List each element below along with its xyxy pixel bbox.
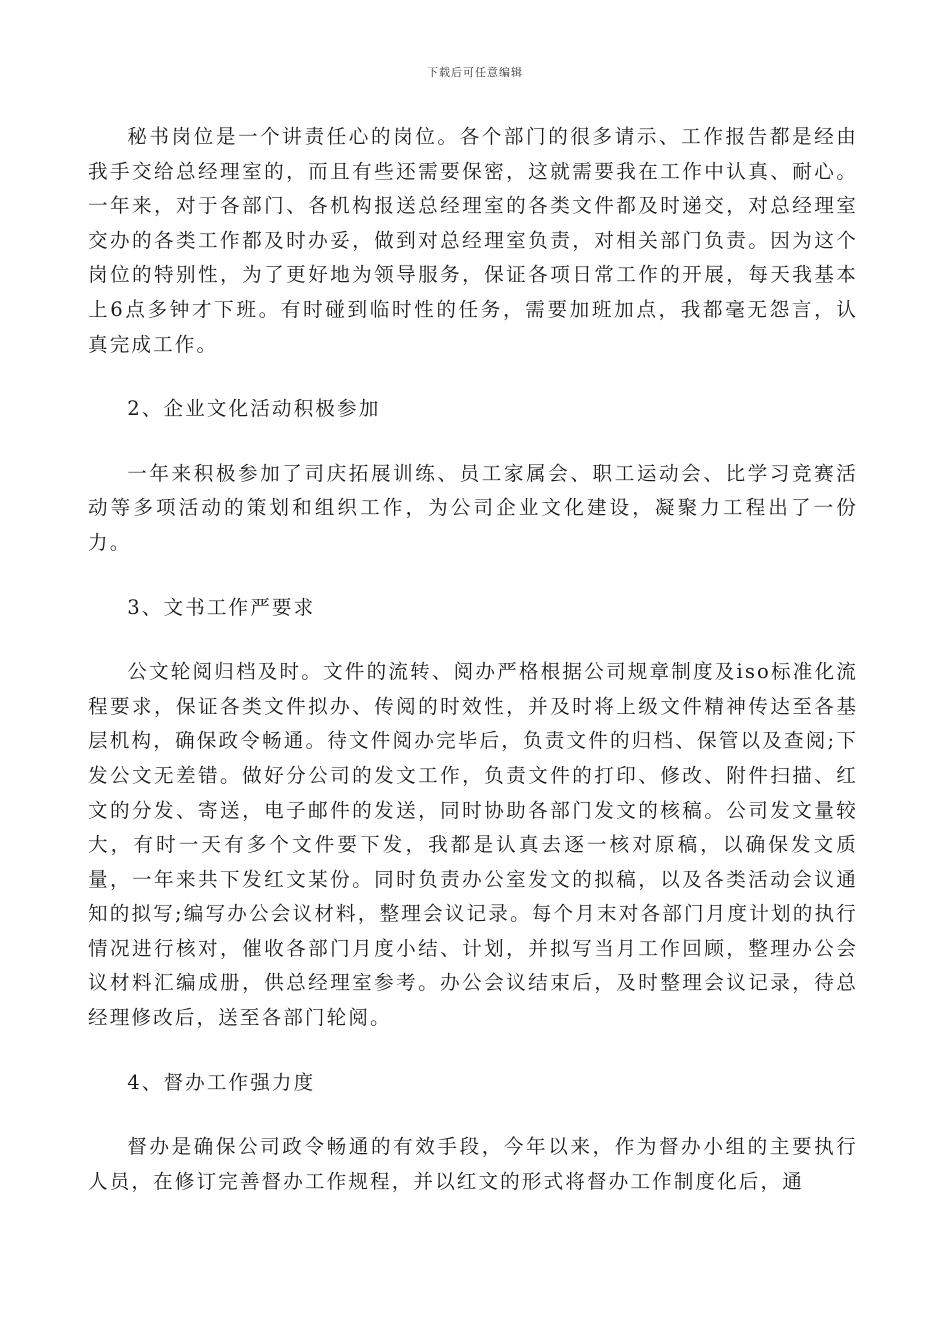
paragraph-document-work: 公文轮阅归档及时。文件的流转、阅办严格根据公司规章制度及iso标准化流程要求，保证各类文件拟办、传阅的时效性，并及时将上级文件精神传达至各基层机构，确保政令畅通。待文件阅办完毕后，负责文件的归档、保管以及查阅;下发公文无差错。做好分公司的发文工作，负责文件的打印、修改、附件扫描、红文的分发、寄送，电子邮件的发送，同时协助各部门发文的核稿。公司发文量较大，有时一天有多个文件要下发，我都是认真去逐一核对原稿，以确保发文质量，一年来共下发红文某份。同时负责办公室发文的拟稿，以及各类活动会议通知的拟写;编写办公会议材料，整理会议记录。每个月末对各部门月度计划的执行情况进行核对，催收各部门月度小结、计划，并拟写当月工作回顾，整理办公会议材料汇编成册，供总经理室参考。办公会议结束后，及时整理会议记录，待总经理修改后，送至各部门轮阅。	[88, 660, 858, 1030]
section-heading-3: 3、文书工作严要求	[127, 595, 316, 619]
paragraph-culture-activities: 一年来积极参加了司庆拓展训练、员工家属会、职工运动会、比学习竞赛活动等多项活动的策划和组织工作，为公司企业文化建设，凝聚力工程出了一份力。	[88, 461, 858, 554]
paragraph-secretary-role: 秘书岗位是一个讲责任心的岗位。各个部门的很多请示、工作报告都是经由我手交给总经理室的，而且有些还需要保密，这就需要我在工作中认真、耐心。一年来，对于各部门、各机构报送总经理室的各类文件都及时递交，对总经理室交办的各类工作都及时办妥，做到对总经理室负责，对相关部门负责。因为这个岗位的特别性，为了更好地为领导服务，保证各项日常工作的开展，每天我基本上6点多钟才下班。有时碰到临时性的任务，需要加班加点，我都毫无怨言，认真完成工作。	[88, 125, 858, 356]
section-heading-2: 2、企业文化活动积极参加	[127, 397, 381, 421]
paragraph-supervision: 督办是确保公司政令畅通的有效手段，今年以来，作为督办小组的主要执行人员，在修订完善督办工作规程，并以红文的形式将督办工作制度化后，通	[88, 1135, 858, 1193]
header-note: 下载后可任意编辑	[427, 66, 523, 79]
document-body	[88, 120, 858, 1199]
section-heading-4: 4、督办工作强力度	[127, 1070, 316, 1094]
